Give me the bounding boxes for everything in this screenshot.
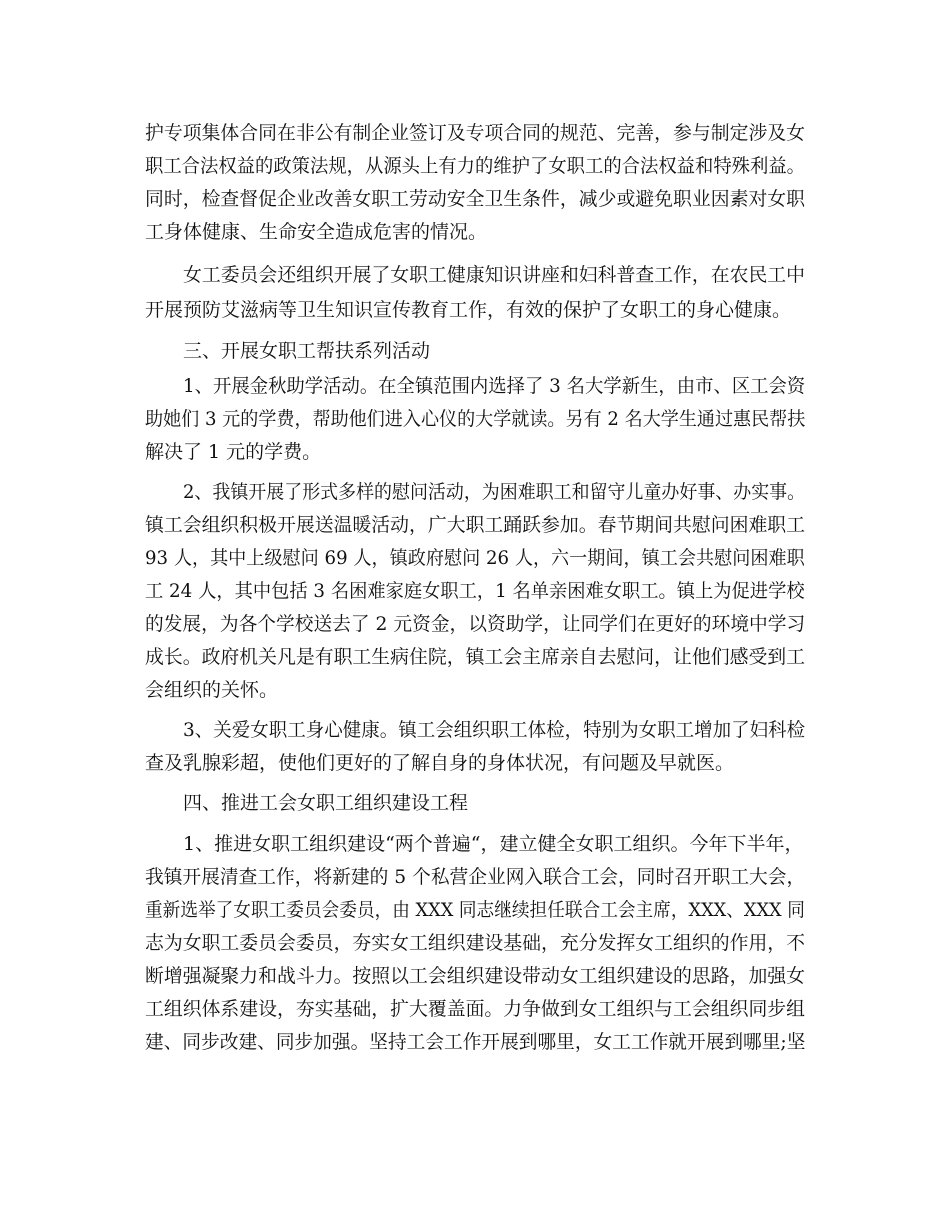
text-line: 3、关爱女职工身心健康。镇工会组织职工体检，特别为女职工增加了妇科检 [183,719,806,741]
text-line: 断增强凝聚力和战斗力。按照以工会组织建设带动女工组织建设的思路，加强女 [145,965,806,987]
text-line: 女工委员会还组织开展了女职工健康知识讲座和妇科普查工作，在农民工中 [183,264,805,286]
text-line: 建、同步改建、同步加强。坚持工会工作开展到哪里，女工工作就开展到哪里;坚 [145,1031,806,1053]
text-line: 职工合法权益的政策法规，从源头上有力的维护了女职工的合法权益和特殊利益。 [145,155,806,177]
text-line: 1、开展金秋助学活动。在全镇范围内选择了 3 名大学新生，由市、区工会资 [183,375,806,397]
text-line: 成长。政府机关凡是有职工生病住院，镇工会主席亲自去慰问，让他们感受到工 [145,646,806,668]
text-line: 93 人，其中上级慰问 69 人，镇政府慰问 26 人，六一期间，镇工会共慰问困难职 [145,547,805,569]
text-line: 护专项集体合同在非公有制企业签订及专项合同的规范、完善，参与制定涉及女 [145,122,806,144]
section-heading: 四、推进工会女职工组织建设工程 [183,792,469,814]
text-line: 镇工会组织积极开展送温暖活动，广大职工踊跃参加。春节期间共慰问困难职工 [145,514,806,536]
text-line: 同时，检查督促企业改善女职工劳动安全卫生条件，减少或避免职业因素对女职 [145,188,806,210]
text-line: 的发展，为各个学校送去了 2 元资金，以资助学，让同学们在更好的环境中学习 [145,613,806,635]
text-line: 我镇开展清查工作，将新建的 5 个私营企业网入联合工会，同时召开职工大会， [145,866,806,888]
text-line: 2、我镇开展了形式多样的慰问活动，为困难职工和留守儿童办好事、办实事。 [183,481,806,503]
text-line: 解决了 1 元的学费。 [145,441,322,463]
text-line: 工 24 人，其中包括 3 名困难家庭女职工，1 名单亲困难女职工。镇上为促进学校 [145,580,805,602]
text-line: 助她们 3 元的学费，帮助他们进入心仪的大学就读。另有 2 名大学生通过惠民帮扶 [145,408,806,430]
text-line: 开展预防艾滋病等卫生知识宣传教育工作，有效的保护了女职工的身心健康。 [145,299,792,321]
text-line: 1、推进女职工组织建设“两个普遍“，建立健全女职工组织。今年下半年， [183,833,804,855]
text-line: 查及乳腺彩超，使他们更好的了解自身的身体状况，有问题及早就医。 [145,752,735,774]
text-line: 工身体健康、生命安全造成危害的情况。 [145,221,488,243]
text-line: 重新选举了女职工委员会委员，由 XXX 同志继续担任联合工会主席，XXX、XXX 同 [145,899,805,921]
text-line: 志为女职工委员会委员，夯实女工组织建设基础，充分发挥女工组织的作用，不 [145,932,806,954]
text-line: 会组织的关怀。 [145,679,279,701]
section-heading: 三、开展女职工帮扶系列活动 [183,340,431,362]
text-line: 工组织体系建设，夯实基础，扩大覆盖面。力争做到女工组织与工会组织同步组 [145,998,806,1020]
